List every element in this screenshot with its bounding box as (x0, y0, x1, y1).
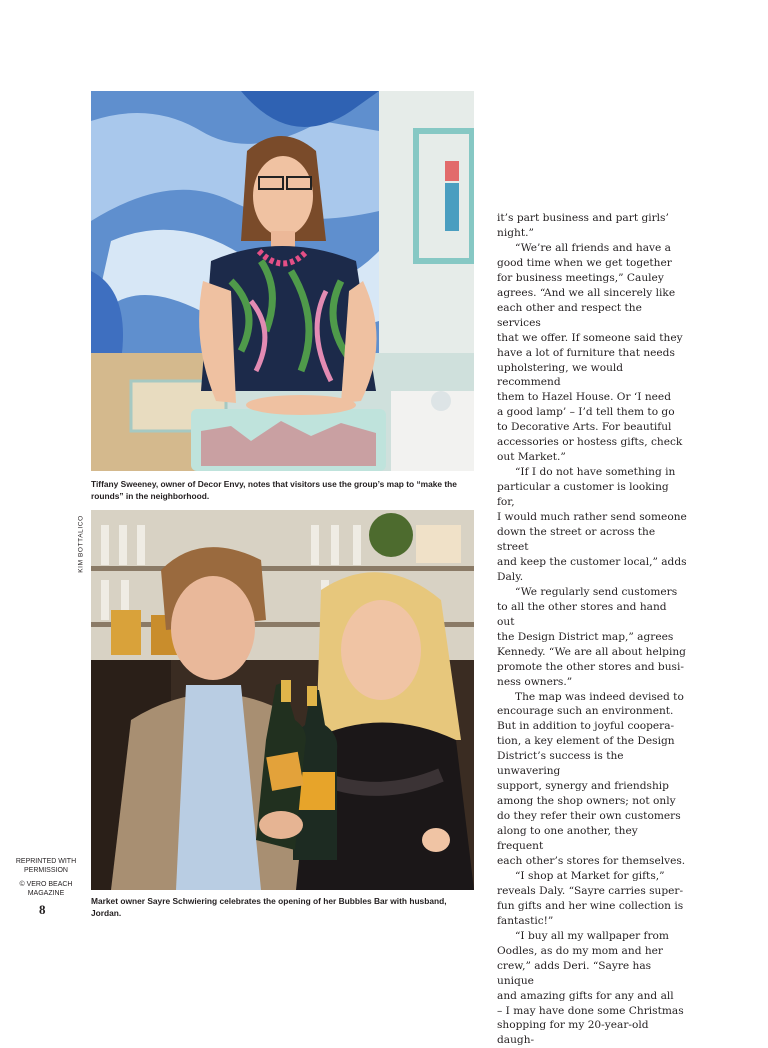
article-line: to all the other stores and hand out (497, 600, 667, 628)
article-line: promote the other stores and busi- (497, 660, 684, 673)
article-line: good time when we get together (497, 256, 672, 269)
article-line: night.” (497, 226, 534, 239)
article-line: “We’re all friends and have a (515, 241, 671, 254)
article-line: crew,” adds Deri. “Sayre has unique (497, 959, 652, 987)
article-line: Daly. (497, 570, 524, 583)
article-line: Kennedy. “We are all about helping (497, 645, 686, 658)
article-line: support, synergy and friendship (497, 780, 669, 793)
article-line: upholstering, we would recommend (497, 361, 624, 389)
page-number: 8 (39, 902, 46, 917)
article-line: and keep the customer local,” adds (497, 555, 687, 568)
article-line: have a lot of furniture that needs (497, 346, 675, 359)
article-line: accessories or hostess gifts, check (497, 436, 683, 449)
article-line: I would much rather send someone (497, 511, 687, 524)
article-line: reveals Daly. “Sayre carries super- (497, 884, 684, 897)
article-line: “If I do not have something in (515, 466, 676, 479)
sayre-jordan-photo (91, 510, 474, 890)
article-line: fun gifts and her wine collection is (497, 899, 684, 912)
article-line: – I may have done some Christmas (497, 1004, 684, 1017)
article-line: and amazing gifts for any and all (497, 989, 674, 1002)
article-line: Oodles, as do my mom and her (497, 944, 663, 957)
copyright-line: MAGAZINE (27, 889, 65, 897)
article-line: each other and respect the services (497, 301, 642, 329)
article-line: “I shop at Market for gifts,” (515, 869, 665, 882)
article-line: ness owners.” (497, 675, 573, 688)
top-photo-caption: Tiffany Sweeney, owner of Decor Envy, notes that visitors use the group’s map to “make the rounds” in the neighborhood. (91, 479, 457, 501)
photo-credit: KIM BOTTALICO (77, 515, 85, 573)
article-line: agrees. “And we all sincerely like (497, 286, 676, 299)
article-line: do they refer their own customers (497, 810, 681, 823)
article-line: for business meetings,” Cauley (497, 271, 664, 284)
reprint-line: PERMISSION (24, 866, 68, 874)
article-line: the Design District map,” agrees (497, 630, 674, 643)
article-line: it’s part business and part girls’ (497, 212, 669, 224)
article-line: each other’s stores for themselves. (497, 854, 686, 867)
reprint-notice (14, 858, 78, 875)
copyright-notice (14, 881, 78, 898)
article-line: fantastic!” (497, 914, 554, 927)
reprint-line: REPRINTED WITH (15, 858, 77, 865)
article-line: to Decorative Arts. For beautiful (497, 421, 672, 434)
bottom-photo-caption: Market owner Sayre Schwiering celebrates the opening of her Bubbles Bar with husband, Jordan. (91, 896, 447, 918)
article-column (497, 211, 687, 1048)
article-line: “We regularly send customers (515, 585, 678, 598)
article-line: among the shop owners; not only (497, 795, 676, 808)
article-line: along to one another, they frequent (497, 825, 638, 853)
copyright-line: © VERO BEACH (19, 881, 73, 888)
article-line: shopping for my 20-year-old daugh- (497, 1019, 649, 1047)
article-line: a good lamp’ – I’d tell them to go (497, 406, 675, 419)
article-line: encourage such an environment. (497, 705, 674, 718)
article-line: them to Hazel House. Or ‘I need (497, 391, 671, 404)
article-line: that we offer. If someone said they (497, 331, 683, 344)
article-line: The map was indeed devised to (515, 690, 684, 703)
tiffany-sweeney-photo (91, 91, 474, 471)
article-line: particular a customer is looking for, (497, 481, 669, 509)
article-line: But in addition to joyful coopera- (497, 720, 675, 733)
article-line: tion, a key element of the Design (497, 735, 675, 748)
article-line: out Market.” (497, 451, 566, 464)
article-line: “I buy all my wallpaper from (515, 929, 669, 942)
article-line: District’s success is the unwavering (497, 750, 624, 778)
article-line: down the street or across the street (497, 526, 656, 553)
